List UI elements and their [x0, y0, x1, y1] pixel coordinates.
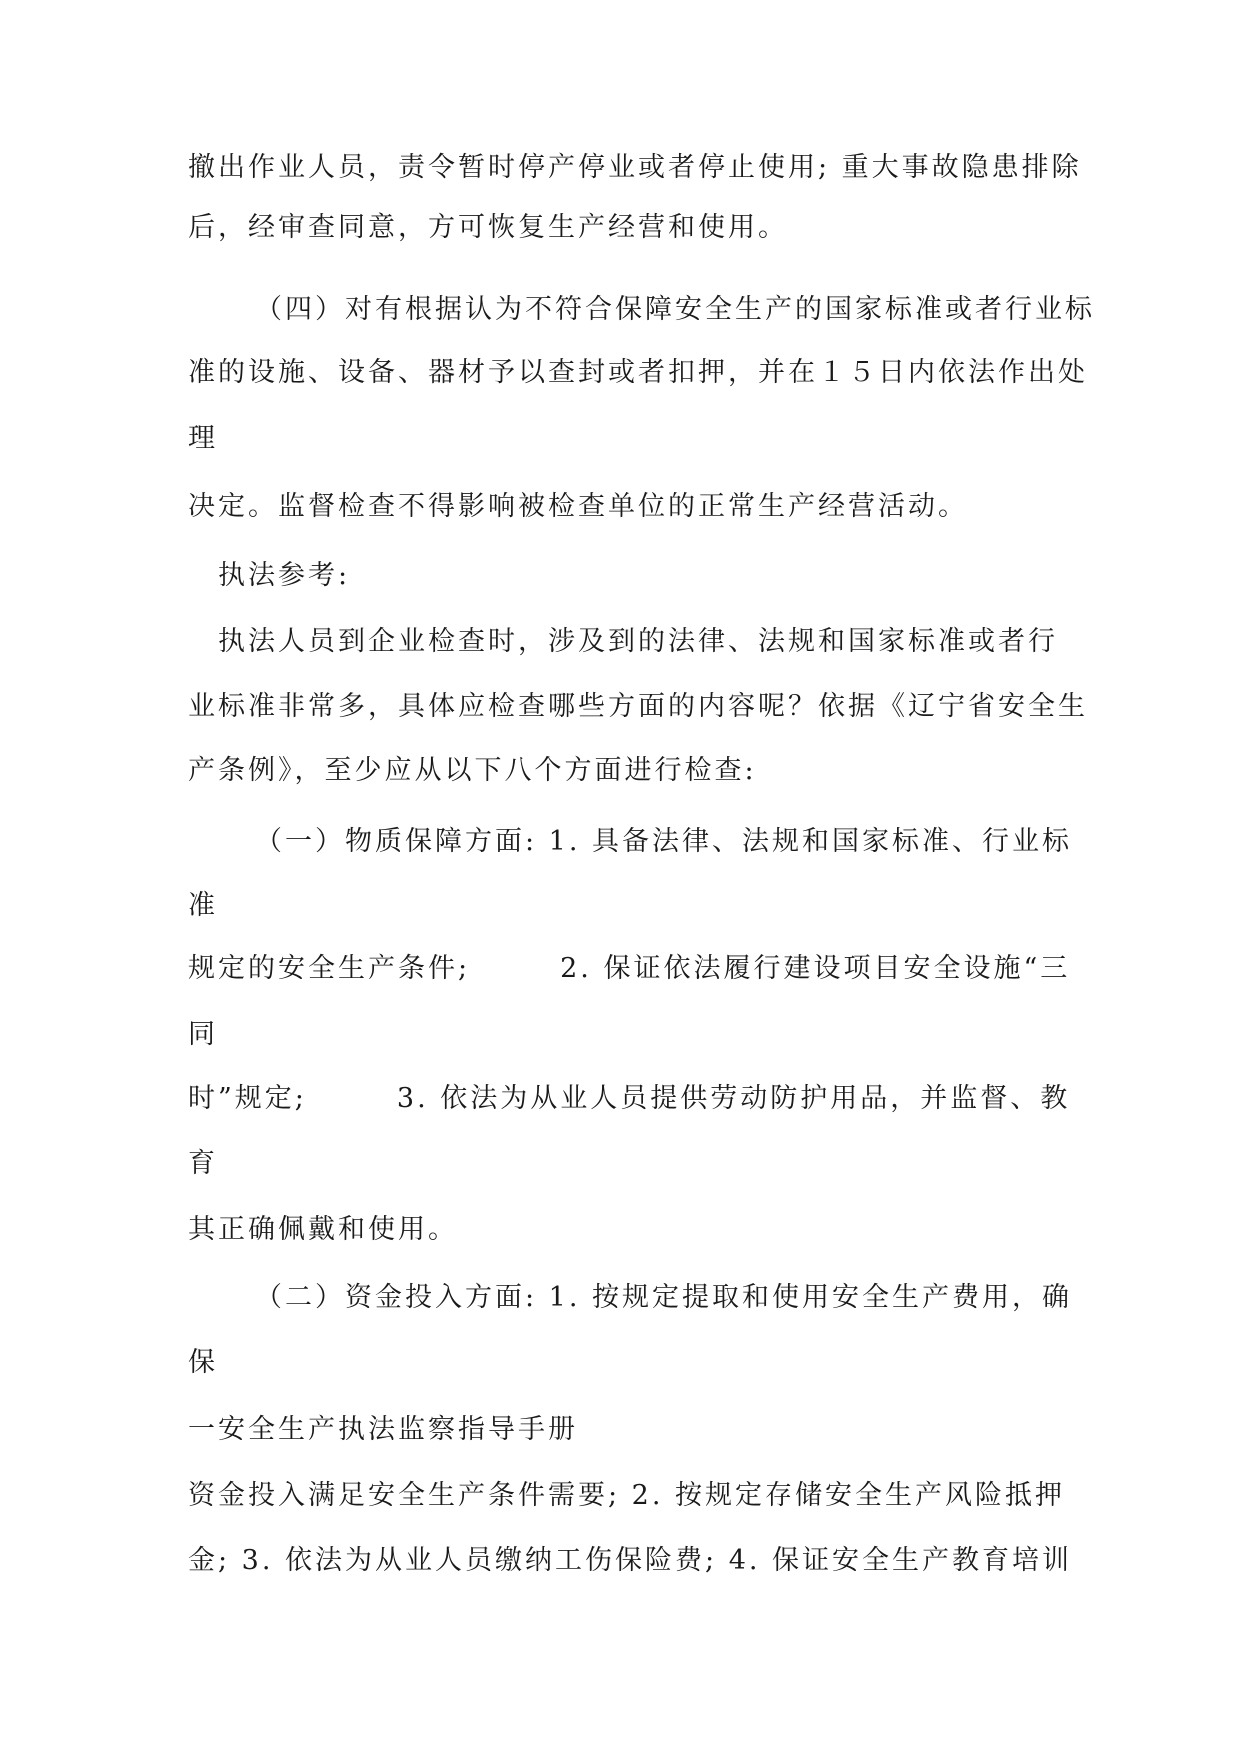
text-line: 育 [188, 1148, 218, 1179]
text-line: 同 [188, 1019, 218, 1050]
text-line: 决定。监督检查不得影响被检查单位的正常生产经营活动。 [188, 491, 968, 522]
text-line: 业标准非常多，具体应检查哪些方面的内容呢？依据《辽宁省安全生 [188, 691, 1088, 722]
text-line: 其正确佩戴和使用。 [188, 1214, 458, 1245]
text-line: 金; 3. 依法为从业人员缴纳工伤保险费; 4. 保证安全生产教育培训 [188, 1545, 1073, 1576]
text-line: 规定的安全生产条件; 2. 保证依法履行建设项目安全设施“三 [188, 953, 1071, 984]
text-line: 理 [188, 423, 218, 454]
text-line: 执法人员到企业检查时，涉及到的法律、法规和国家标准或者行 [218, 626, 1058, 657]
running-header: 一安全生产执法监察指导手册 [188, 1414, 578, 1445]
text-line: 后，经审查同意，方可恢复生产经营和使用。 [188, 212, 788, 243]
text-line: 保 [188, 1347, 218, 1378]
text-line: 准的设施、设备、器材予以查封或者扣押，并在１５日内依法作出处 [188, 357, 1088, 388]
text-line: 产条例》，至少应从以下八个方面进行检查: [188, 755, 757, 786]
text-line: （一）物质保障方面: 1. 具备法律、法规和国家标准、行业标 [255, 826, 1073, 857]
text-line: 执法参考: [218, 560, 351, 591]
text-line: 时”规定; 3. 依法为从业人员提供劳动防护用品，并监督、教 [188, 1083, 1071, 1114]
text-line: （四）对有根据认为不符合保障安全生产的国家标准或者行业标 [255, 294, 1095, 325]
text-line: 资金投入满足安全生产条件需要; 2. 按规定存储安全生产风险抵押 [188, 1480, 1066, 1511]
text-line: 准 [188, 890, 218, 921]
text-line: 撤出作业人员，责令暂时停产停业或者停止使用; 重大事故隐患排除 [188, 152, 1082, 183]
text-line: （二）资金投入方面: 1. 按规定提取和使用安全生产费用，确 [255, 1282, 1073, 1313]
